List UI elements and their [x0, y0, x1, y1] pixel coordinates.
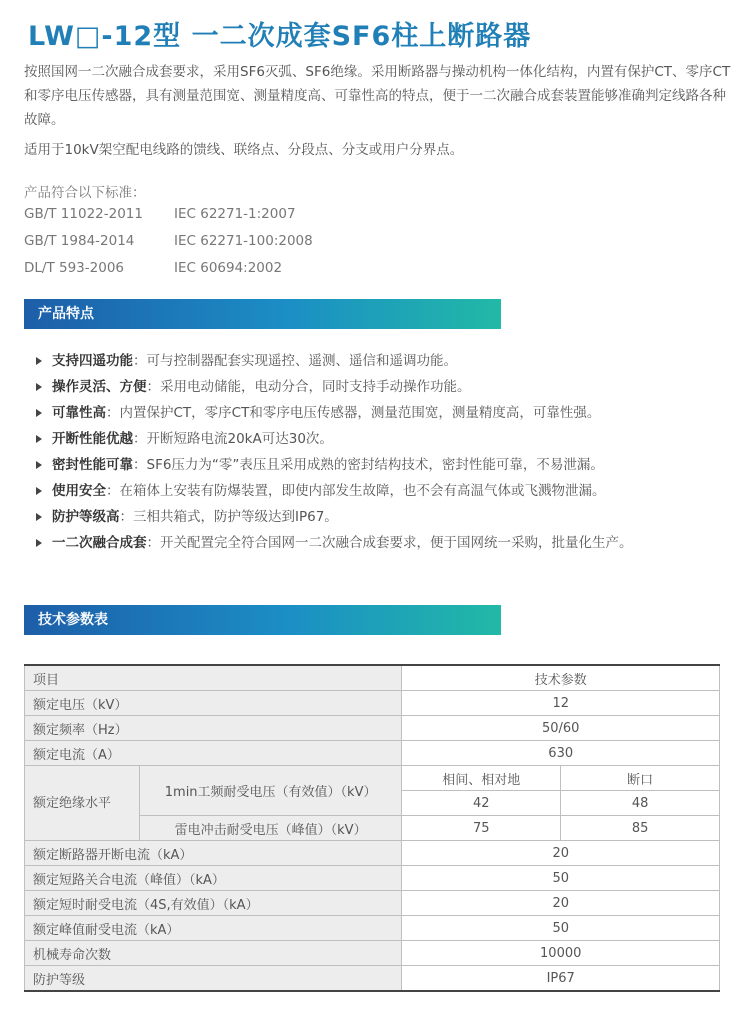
- feature-item: [36, 530, 736, 556]
- feature-text: ：在箱体上安装有防爆装置，即使内部发生故障，也不会有高温气体或飞溅物泄漏。: [106, 483, 606, 499]
- feature-text: ：三相共箱式，防护等级达到IP67。: [119, 509, 338, 525]
- header-item: 项目: [25, 665, 402, 691]
- row-item: 额定电流（A）: [25, 741, 402, 766]
- bullet-triangle-icon: [36, 435, 42, 443]
- standard-row: [24, 233, 313, 249]
- insulation-label: 额定绝缘水平: [25, 766, 140, 841]
- intro-text: [24, 60, 736, 168]
- bullet-triangle-icon: [36, 383, 42, 391]
- table-row: [25, 866, 720, 891]
- standard-gb: GB/T 11022-2011: [24, 206, 143, 222]
- row-item: 1min工频耐受电压（有效值）（kV）: [139, 766, 402, 816]
- feature-text: ：采用电动储能，电动分合，同时支持手动操作功能。: [146, 379, 471, 395]
- row-value: 12: [402, 691, 720, 716]
- bullet-triangle-icon: [36, 539, 42, 547]
- standard-iec: IEC 62271-100:2008: [174, 233, 313, 249]
- feature-text: ：可与控制器配套实现遥控、遥测、遥信和遥调功能。: [133, 353, 457, 369]
- feature-item: [36, 374, 736, 400]
- bullet-triangle-icon: [36, 487, 42, 495]
- standard-row: [24, 260, 282, 276]
- row-item: 额定短时耐受电流（4S,有效值）（kA）: [25, 891, 402, 916]
- tech-params-table: [24, 664, 720, 992]
- feature-key: 使用安全: [52, 483, 106, 499]
- row-item: 额定电压（kV）: [25, 691, 402, 716]
- table-row: [25, 916, 720, 941]
- table-row: [25, 966, 720, 992]
- feature-text: ：开关配置完全符合国网一二次融合成套要求，便于国网统一采购，批量化生产。: [146, 535, 633, 551]
- row-value: IP67: [402, 966, 720, 992]
- table-row: [25, 691, 720, 716]
- feature-key: 一二次融合成套: [52, 535, 147, 551]
- feature-item: [36, 478, 736, 504]
- row-value: 630: [402, 741, 720, 766]
- bullet-triangle-icon: [36, 513, 42, 521]
- feature-key: 操作灵活、方便: [52, 379, 147, 395]
- standard-row: [24, 206, 296, 222]
- params-section-bar: 技术参数表: [24, 605, 501, 635]
- row-value: 10000: [402, 941, 720, 966]
- intro-paragraph-2: 适用于10kV架空配电线路的馈线、联络点、分段点、分支或用户分界点。: [24, 142, 464, 158]
- row-value: 20: [402, 841, 720, 866]
- row-value: 20: [402, 891, 720, 916]
- row-value: 75: [402, 816, 561, 841]
- row-item: 机械寿命次数: [25, 941, 402, 966]
- feature-text: ：内置保护CT，零序CT和零序电压传感器，测量范围宽，测量精度高，可靠性强。: [106, 405, 601, 421]
- row-value: 85: [561, 816, 720, 841]
- table-row: [25, 766, 720, 791]
- row-item: 防护等级: [25, 966, 402, 992]
- feature-item: [36, 348, 736, 374]
- header-value: 技术参数: [402, 665, 720, 691]
- bullet-triangle-icon: [36, 461, 42, 469]
- row-value: 50/60: [402, 716, 720, 741]
- subheader-break: 断口: [561, 766, 720, 791]
- feature-text: ：SF6压力为“零”表压且采用成熟的密封结构技术，密封性能可靠，不易泄漏。: [133, 457, 604, 473]
- bullet-triangle-icon: [36, 409, 42, 417]
- feature-item: [36, 504, 736, 530]
- table-row: [25, 941, 720, 966]
- table-row: [25, 891, 720, 916]
- feature-key: 支持四遥功能: [52, 353, 133, 369]
- feature-key: 开断性能优越: [52, 431, 133, 447]
- feature-key: 可靠性高: [52, 405, 106, 421]
- row-value: 50: [402, 916, 720, 941]
- row-item: 额定短路关合电流（峰值）（kA）: [25, 866, 402, 891]
- feature-item: [36, 426, 736, 452]
- row-item: 额定峰值耐受电流（kA）: [25, 916, 402, 941]
- feature-item: [36, 452, 736, 478]
- row-item: 额定断路器开断电流（kA）: [25, 841, 402, 866]
- row-item: 雷电冲击耐受电压（峰值）（kV）: [139, 816, 402, 841]
- row-value: 42: [402, 791, 561, 816]
- standard-dl: DL/T 593-2006: [24, 260, 124, 276]
- feature-item: [36, 400, 736, 426]
- row-value: 48: [561, 791, 720, 816]
- intro-paragraph-1: 按照国网一二次融合成套要求，采用SF6灭弧、SF6绝缘。采用断路器与操动机构一体化结构，内置有保护CT、零序CT和零序电压传感器，具有测量范围宽、测量精度高、可靠性高的特点，便于一二次融合成套装置能够准确判定线路各种故障。: [24, 64, 731, 128]
- standard-iec: IEC 62271-1:2007: [174, 206, 296, 222]
- standard-iec: IEC 60694:2002: [174, 260, 283, 276]
- features-list: [36, 348, 736, 556]
- row-item: 额定频率（Hz）: [25, 716, 402, 741]
- page-title: LW□-12型 一二次成套SF6柱上断路器: [28, 21, 532, 52]
- feature-key: 密封性能可靠: [52, 457, 133, 473]
- bullet-triangle-icon: [36, 357, 42, 365]
- subheader-phase: 相间、相对地: [402, 766, 561, 791]
- features-section-bar: 产品特点: [24, 299, 501, 329]
- table-row: [25, 716, 720, 741]
- table-row: [25, 841, 720, 866]
- table-header-row: [25, 665, 720, 691]
- standards-heading: 产品符合以下标准：: [24, 185, 146, 201]
- feature-key: 防护等级高: [52, 509, 120, 525]
- feature-text: ：开断短路电流20kA可达30次。: [133, 431, 333, 447]
- standard-gb: GB/T 1984-2014: [24, 233, 135, 249]
- row-value: 50: [402, 866, 720, 891]
- table-row: [25, 741, 720, 766]
